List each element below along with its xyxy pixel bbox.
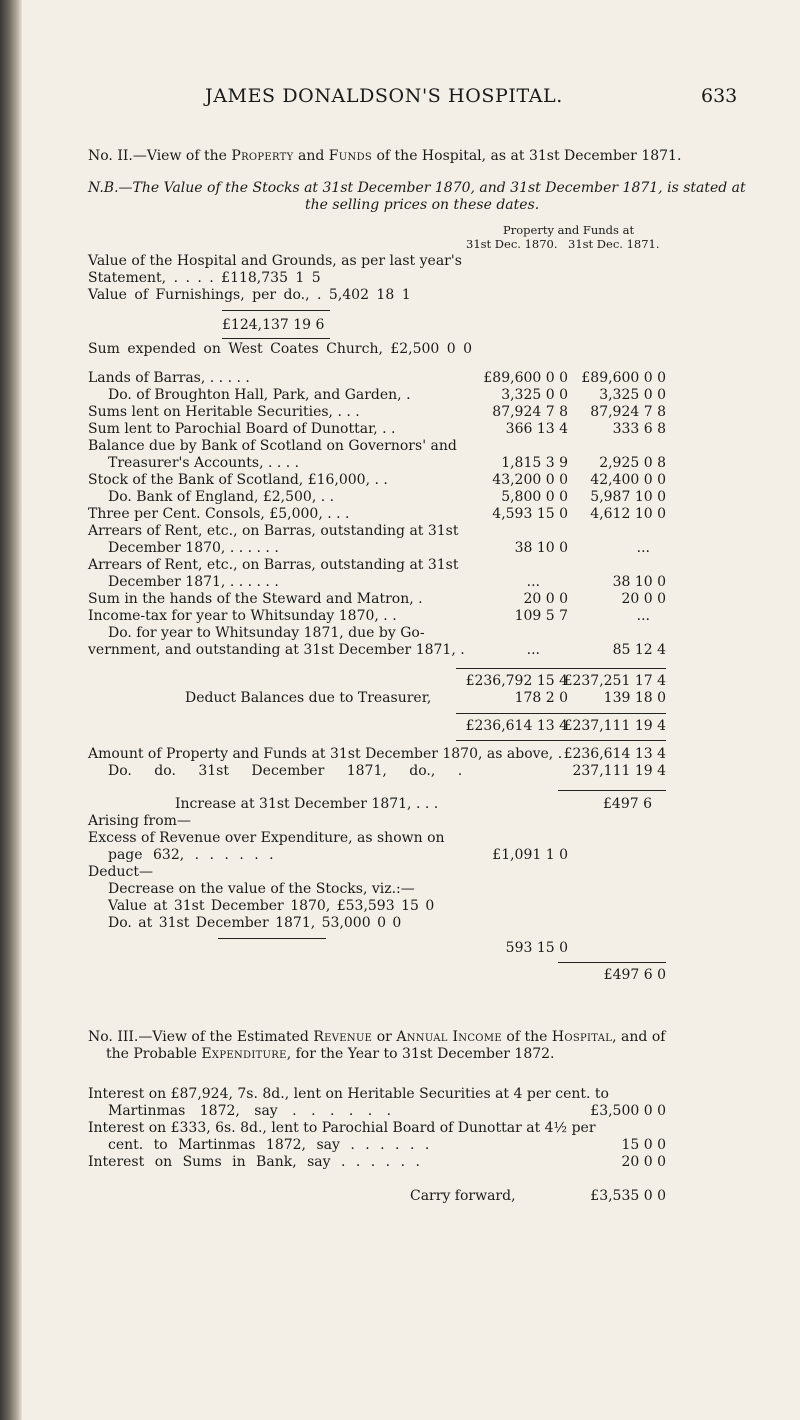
book-binding-edge bbox=[0, 0, 22, 1420]
final-total: £497 6 0 bbox=[603, 967, 666, 983]
ledger-row-label: Stock of the Bank of Scotland, £16,000, . . bbox=[88, 472, 388, 488]
ledger-row-label: Income-tax for year to Whitsunday 1870, . . bbox=[88, 608, 397, 624]
furnishings-line: Value of Furnishings, per do., . 5,402 18 1 bbox=[88, 287, 411, 303]
column-header-1871: 31st Dec. 1871. bbox=[568, 237, 660, 251]
section-iii-heading bbox=[88, 1029, 665, 1046]
ledger-value-1871: 42,400 0 0 bbox=[590, 472, 666, 488]
heading-text: and bbox=[293, 148, 329, 164]
decrease-value: 593 15 0 bbox=[505, 940, 568, 956]
decrease-line: Decrease on the value of the Stocks, viz.:— bbox=[108, 881, 415, 897]
heading-funds: Funds bbox=[328, 148, 373, 164]
ledger-row-label: Three per Cent. Consols, £5,000, . . . bbox=[88, 506, 350, 522]
section-ii-heading bbox=[88, 148, 681, 165]
ledger-value-1870: 1,815 3 9 bbox=[501, 455, 568, 471]
hospital-value-line-1: Value of the Hospital and Grounds, as per last year's bbox=[88, 253, 462, 269]
ledger-value-1870: 5,800 0 0 bbox=[501, 489, 568, 505]
heading-revenue: Revenue bbox=[313, 1029, 373, 1045]
heading-annual-income: Annual Income bbox=[396, 1029, 502, 1045]
heading-text: of the Hospital, as at 31st December 1871. bbox=[372, 148, 682, 164]
ledger-value-1871: 2,925 0 8 bbox=[599, 455, 666, 471]
ledger-value-1870: 38 10 0 bbox=[514, 540, 568, 556]
heading-text: , for the Year to 31st December 1872. bbox=[286, 1046, 555, 1062]
ledger-row-label: Arrears of Rent, etc., on Barras, outstanding at 31st bbox=[88, 523, 459, 539]
section-iii-heading-line-2 bbox=[106, 1046, 555, 1063]
excess-value: £1,091 1 0 bbox=[492, 847, 568, 863]
rule bbox=[456, 668, 666, 669]
rule bbox=[558, 790, 666, 791]
ledger-value-1871: 4,612 10 0 bbox=[590, 506, 666, 522]
ledger-value-1871: ... bbox=[636, 608, 650, 624]
interest-line-4: cent. to Martinmas 1872, say . . . . . . bbox=[108, 1137, 430, 1153]
heading-text: , and of bbox=[612, 1029, 666, 1045]
ledger-value-1871: 20 0 0 bbox=[621, 591, 666, 607]
interest-value-1: £3,500 0 0 bbox=[590, 1103, 666, 1119]
ledger-value-1870: ... bbox=[526, 642, 540, 658]
stocks-1871-line: Do. at 31st December 1871, 53,000 0 0 bbox=[108, 915, 402, 931]
amount-1870-label: Amount of Property and Funds at 31st December 1870, as above, . bbox=[88, 746, 563, 762]
ledger-row-label: vernment, and outstanding at 31st December 1871, . bbox=[88, 642, 465, 658]
ledger-value-1870: ... bbox=[526, 574, 540, 590]
heading-text: of the bbox=[501, 1029, 552, 1045]
rule bbox=[218, 938, 326, 939]
ledger-value-1870: 366 13 4 bbox=[505, 421, 568, 437]
ledger-value-1871: ... bbox=[636, 540, 650, 556]
ledger-row-label: December 1871, . . . . . . bbox=[108, 574, 279, 590]
ledger-value-1871: 85 12 4 bbox=[612, 642, 666, 658]
interest-line-3: Interest on £333, 6s. 8d., lent to Parochial Board of Dunottar at 4½ per bbox=[88, 1120, 596, 1136]
deduct-1871: 139 18 0 bbox=[603, 690, 666, 706]
ledger-value-1870: 20 0 0 bbox=[523, 591, 568, 607]
ledger-value-1871: 5,987 10 0 bbox=[590, 489, 666, 505]
interest-line-1: Interest on £87,924, 7s. 8d., lent on Heritable Securities at 4 per cent. to bbox=[88, 1086, 609, 1102]
rule bbox=[558, 962, 666, 963]
amount-1871-value: 237,111 19 4 bbox=[572, 763, 666, 779]
total-1871: £237,251 17 4 bbox=[563, 673, 666, 689]
interest-line-2: Martinmas 1872, say . . . . . . bbox=[108, 1103, 392, 1119]
rule bbox=[456, 740, 666, 741]
ledger-row-label: December 1870, . . . . . . bbox=[108, 540, 279, 556]
ledger-row-label: Sums lent on Heritable Securities, . . . bbox=[88, 404, 360, 420]
ledger-value-1870: 43,200 0 0 bbox=[492, 472, 568, 488]
ledger-row-label: Lands of Barras, . . . . . bbox=[88, 370, 250, 386]
rule bbox=[222, 338, 330, 339]
ledger-row-label: Arrears of Rent, etc., on Barras, outstanding at 31st bbox=[88, 557, 459, 573]
heading-text: No. III.—View of the Estimated bbox=[88, 1029, 314, 1045]
increase-value: £497 6 bbox=[603, 796, 652, 812]
ledger-value-1871: 87,924 7 8 bbox=[590, 404, 666, 420]
heading-text: No. II.—View of the bbox=[88, 148, 232, 164]
interest-line-5: Interest on Sums in Bank, say . . . . . . bbox=[88, 1154, 420, 1170]
deduct-heading: Deduct— bbox=[88, 864, 153, 880]
ledger-value-1870: 3,325 0 0 bbox=[501, 387, 568, 403]
ledger-row-label: Balance due by Bank of Scotland on Governors' and bbox=[88, 438, 457, 454]
net-1871: £237,111 19 4 bbox=[563, 718, 666, 734]
carry-forward-label: Carry forward, bbox=[410, 1188, 516, 1204]
carry-forward-value: £3,535 0 0 bbox=[590, 1188, 666, 1204]
ledger-value-1870: 4,593 15 0 bbox=[492, 506, 568, 522]
net-1870: £236,614 13 4 bbox=[465, 718, 568, 734]
excess-line-1: Excess of Revenue over Expenditure, as shown on bbox=[88, 830, 445, 846]
total-1870: £236,792 15 4 bbox=[465, 673, 568, 689]
heading-text: the Probable bbox=[106, 1046, 202, 1062]
heading-property: Property bbox=[231, 148, 294, 164]
rule bbox=[456, 713, 666, 714]
ledger-value-1870: 109 5 7 bbox=[514, 608, 568, 624]
ledger-value-1871: £89,600 0 0 bbox=[581, 370, 666, 386]
ledger-row-label: Sum in the hands of the Steward and Matron, . bbox=[88, 591, 423, 607]
ledger-value-1871: 333 6 8 bbox=[612, 421, 666, 437]
stocks-1870-line: Value at 31st December 1870, £53,593 15 0 bbox=[108, 898, 435, 914]
running-title: JAMES DONALDSON'S HOSPITAL. bbox=[205, 85, 563, 107]
deduct-1870: 178 2 0 bbox=[514, 690, 568, 706]
ledger-row-label: Do. for year to Whitsunday 1871, due by Go- bbox=[108, 625, 425, 641]
heading-text: or bbox=[372, 1029, 397, 1045]
ledger-row-label: Treasurer's Accounts, . . . . bbox=[108, 455, 300, 471]
ledger-row-label: Do. Bank of England, £2,500, . . bbox=[108, 489, 335, 505]
west-coates-line: Sum expended on West Coates Church, £2,500 0 0 bbox=[88, 341, 473, 357]
heading-hospital: Hospital bbox=[551, 1029, 613, 1045]
nb-note-line-1: N.B.—The Value of the Stocks at 31st December 1870, and 31st December 1871, is stated at bbox=[88, 180, 746, 196]
ledger-value-1870: 87,924 7 8 bbox=[492, 404, 568, 420]
increase-label: Increase at 31st December 1871, . . . bbox=[175, 796, 439, 812]
arising-from: Arising from— bbox=[88, 813, 191, 829]
heading-expenditure: Expenditure bbox=[201, 1046, 287, 1062]
rule bbox=[222, 310, 330, 311]
amount-1871-label: Do. do. 31st December 1871, do., . bbox=[108, 763, 463, 779]
ledger-row-label: Sum lent to Parochial Board of Dunottar, . . bbox=[88, 421, 396, 437]
interest-value-3: 20 0 0 bbox=[621, 1154, 666, 1170]
page-number: 633 bbox=[701, 85, 738, 107]
column-header-1870: 31st Dec. 1870. bbox=[466, 237, 558, 251]
interest-value-2: 15 0 0 bbox=[621, 1137, 666, 1153]
amount-1870-value: £236,614 13 4 bbox=[563, 746, 666, 762]
nb-note-line-2: the selling prices on these dates. bbox=[305, 197, 540, 213]
ledger-value-1871: 38 10 0 bbox=[612, 574, 666, 590]
hospital-subtotal: £124,137 19 6 bbox=[222, 317, 325, 333]
ledger-value-1870: £89,600 0 0 bbox=[483, 370, 568, 386]
ledger-row-label: Do. of Broughton Hall, Park, and Garden, . bbox=[108, 387, 411, 403]
deduct-label: Deduct Balances due to Treasurer, bbox=[185, 690, 432, 706]
excess-line-2: page 632, . . . . . . bbox=[108, 847, 274, 863]
column-header-title: Property and Funds at bbox=[503, 223, 635, 237]
hospital-value-line-2: Statement, . . . . £118,735 1 5 bbox=[88, 270, 321, 286]
ledger-value-1871: 3,325 0 0 bbox=[599, 387, 666, 403]
